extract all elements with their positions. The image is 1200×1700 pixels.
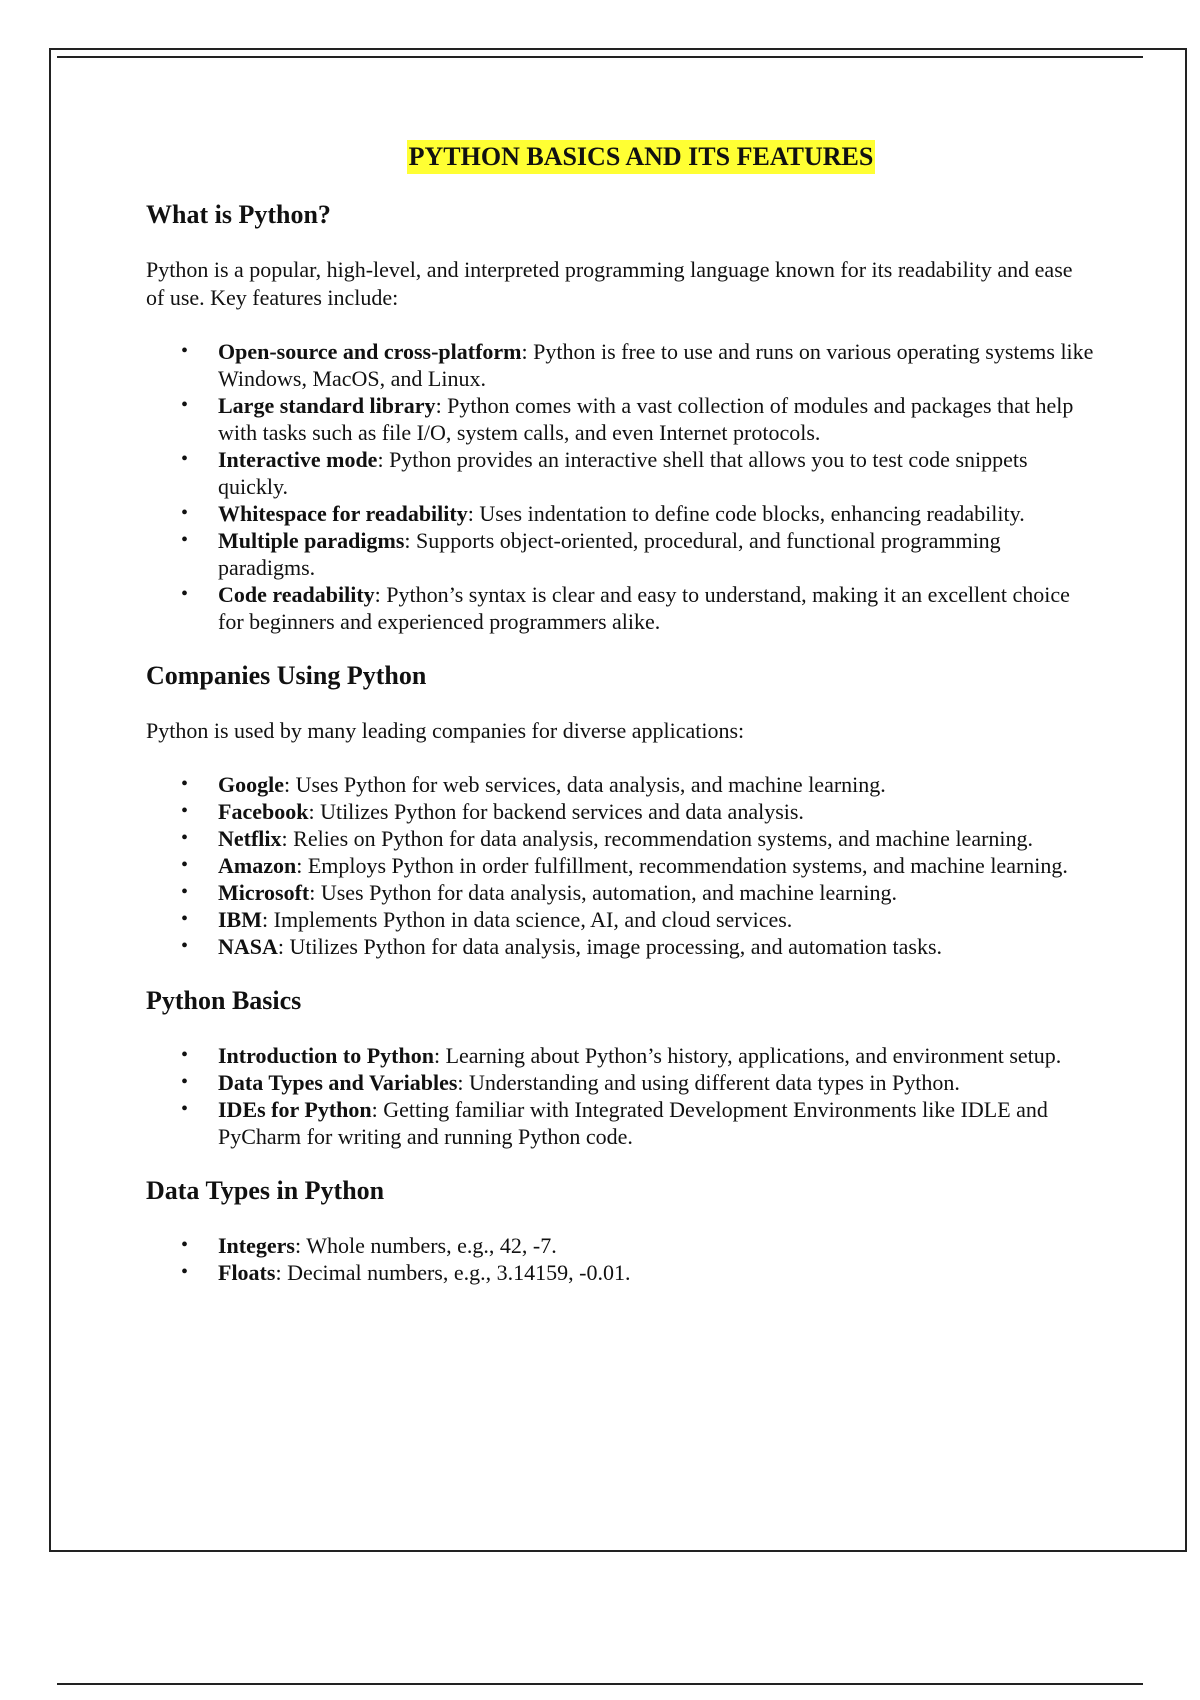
item-term: Code readability [218, 582, 375, 607]
item-text: : Supports object-oriented, procedural, and functional programming paradigms. [218, 528, 1001, 580]
list-item [146, 446, 1096, 500]
bullet-icon: • [181, 1261, 189, 1283]
list-item [146, 933, 1096, 960]
item-text: : Learning about Python’s history, applications, and environment setup. [433, 1043, 1062, 1068]
document-body [146, 140, 1096, 1312]
bullet-icon: • [181, 1044, 189, 1066]
section-heading: Data Types in Python [146, 1176, 385, 1205]
list-item [146, 879, 1096, 906]
item-text: : Python provides an interactive shell that allows you to test code snippets quickly. [218, 447, 1028, 499]
item-text: : Uses indentation to define code blocks, enhancing readability. [467, 501, 1025, 526]
data-types-list [146, 1232, 1096, 1286]
list-item [146, 1096, 1096, 1150]
item-term: IDEs for Python [218, 1097, 372, 1122]
bullet-icon: • [181, 800, 189, 822]
header-rule [57, 56, 1143, 58]
list-item [146, 527, 1096, 581]
item-text: : Python’s syntax is clear and easy to understand, making it an excellent choice for beginners and experienced programmers alike. [218, 582, 1070, 634]
bullet-icon: • [181, 908, 189, 930]
list-item [146, 392, 1096, 446]
item-term: IBM [218, 907, 262, 932]
section-heading: Python Basics [146, 986, 302, 1015]
item-text: : Getting familiar with Integrated Development Environments like IDLE and PyCharm for writing and running Python code. [218, 1097, 1048, 1149]
title-block [146, 140, 1096, 174]
item-text: : Relies on Python for data analysis, recommendation systems, and machine learning. [281, 826, 1034, 851]
bullet-icon: • [181, 583, 189, 605]
list-item [146, 798, 1096, 825]
item-text: : Decimal numbers, e.g., 3.14159, -0.01. [275, 1260, 631, 1285]
item-text: : Python is free to use and runs on various operating systems like Windows, MacOS, and Linux. [218, 339, 1094, 391]
item-text: : Uses Python for data analysis, automation, and machine learning. [309, 880, 897, 905]
item-text: : Whole numbers, e.g., 42, -7. [294, 1233, 557, 1258]
item-term: Open-source and cross-platform [218, 339, 522, 364]
list-item [146, 1042, 1096, 1069]
item-term: Interactive mode [218, 447, 378, 472]
section-what-is-python [146, 200, 1096, 635]
bullet-icon: • [181, 773, 189, 795]
item-text: : Utilizes Python for data analysis, image processing, and automation tasks. [277, 934, 943, 959]
section-heading: What is Python? [146, 200, 331, 229]
item-term: Microsoft [218, 880, 310, 905]
item-term: Amazon [218, 853, 297, 878]
footer-rule [57, 1683, 1143, 1685]
bullet-icon: • [181, 448, 189, 470]
basics-list [146, 1042, 1096, 1150]
list-item [146, 581, 1096, 635]
section-intro: Python is used by many leading companies for diverse applications: [146, 718, 745, 743]
bullet-icon: • [181, 529, 189, 551]
item-term: Large standard library [218, 393, 436, 418]
item-text: : Understanding and using different data types in Python. [457, 1070, 960, 1095]
list-item [146, 338, 1096, 392]
item-term: Netflix [218, 826, 282, 851]
item-term: Google [218, 772, 284, 797]
list-item [146, 852, 1096, 879]
item-term: NASA [218, 934, 278, 959]
section-data-types [146, 1176, 1096, 1286]
section-python-basics [146, 986, 1096, 1150]
bullet-icon: • [181, 1234, 189, 1256]
list-item [146, 1069, 1096, 1096]
item-term: Floats [218, 1260, 276, 1285]
list-item [146, 1232, 1096, 1259]
item-text: : Uses Python for web services, data analysis, and machine learning. [284, 772, 886, 797]
item-term: Whitespace for readability [218, 501, 468, 526]
bullet-icon: • [181, 394, 189, 416]
item-text: : Utilizes Python for backend services and data analysis. [308, 799, 804, 824]
section-heading: Companies Using Python [146, 661, 427, 690]
bullet-icon: • [181, 340, 189, 362]
bullet-icon: • [181, 502, 189, 524]
list-item [146, 1259, 1096, 1286]
section-intro: Python is a popular, high-level, and interpreted programming language known for its readability and ease of use. Key features include: [146, 257, 1073, 310]
list-item [146, 906, 1096, 933]
list-item [146, 825, 1096, 852]
item-term: Introduction to Python [218, 1043, 434, 1068]
item-text: : Implements Python in data science, AI, and cloud services. [262, 907, 793, 932]
item-text: : Employs Python in order fulfillment, recommendation systems, and machine learning. [296, 853, 1068, 878]
companies-list [146, 771, 1096, 960]
list-item [146, 771, 1096, 798]
section-companies-using-python [146, 661, 1096, 960]
item-text: : Python comes with a vast collection of modules and packages that help with tasks such as file I/O, system calls, and even Internet protocols. [218, 393, 1074, 445]
document-title: PYTHON BASICS AND ITS FEATURES [407, 140, 876, 174]
list-item [146, 500, 1096, 527]
bullet-icon: • [181, 935, 189, 957]
features-list [146, 338, 1096, 635]
bullet-icon: • [181, 1098, 189, 1120]
bullet-icon: • [181, 827, 189, 849]
bullet-icon: • [181, 854, 189, 876]
item-term: Data Types and Variables [218, 1070, 458, 1095]
bullet-icon: • [181, 881, 189, 903]
bullet-icon: • [181, 1071, 189, 1093]
item-term: Integers [218, 1233, 295, 1258]
item-term: Facebook [218, 799, 309, 824]
item-term: Multiple paradigms [218, 528, 405, 553]
